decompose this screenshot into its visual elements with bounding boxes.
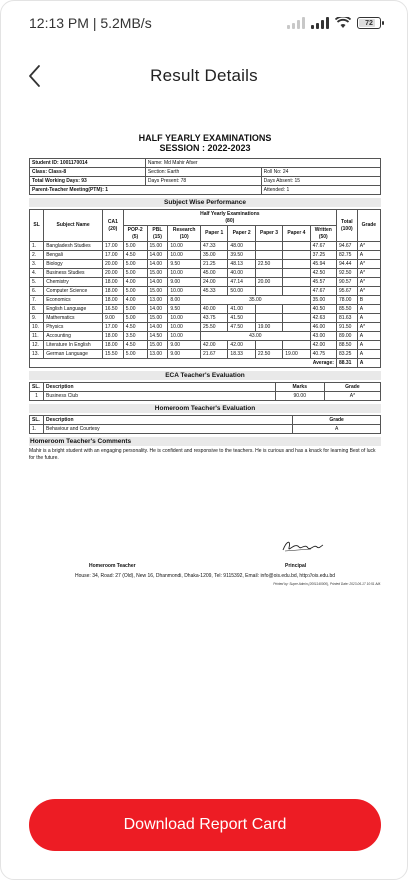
cell-pop2: 4.00 — [123, 278, 147, 287]
student-class: Class: Class-8 — [30, 168, 146, 177]
cell-paper4 — [283, 251, 310, 260]
cell-subject: Economics — [44, 296, 103, 305]
cell-paper1: 25.50 — [201, 323, 228, 332]
cell-paper2: 40.00 — [228, 269, 255, 278]
eca-grade: A* — [324, 392, 380, 401]
cell-pbl: 15.00 — [147, 287, 168, 296]
cell-pop2: 5.00 — [123, 269, 147, 278]
cell-paper4 — [283, 269, 310, 278]
table-row — [30, 260, 381, 269]
cell-paper3 — [255, 269, 282, 278]
hr-col-grade: Grade — [293, 416, 381, 425]
cell-paper1: 24.00 — [201, 278, 228, 287]
cell-subject: Business Studies — [44, 269, 103, 278]
cell-pbl: 15.00 — [147, 242, 168, 251]
cell-grade: B — [357, 296, 380, 305]
cell-pbl: 14.00 — [147, 323, 168, 332]
cell-written: 43.00 — [310, 332, 336, 341]
cell-subject: Bengali — [44, 251, 103, 260]
cell-paper1: 43.75 — [201, 314, 228, 323]
cell-total: 94.44 — [336, 260, 357, 269]
cell-sl: 7. — [30, 296, 44, 305]
days-absent: Days Absent: 15 — [261, 177, 380, 186]
cell-paper4 — [283, 314, 310, 323]
principal-label: Principal — [285, 563, 307, 569]
cell-pbl: 14.00 — [147, 278, 168, 287]
student-info-table — [29, 158, 381, 195]
ptm-count: Parent-Teacher Meeting(PTM): 1 — [30, 186, 262, 195]
table-row — [30, 350, 381, 359]
cell-paper3 — [255, 305, 282, 314]
table-row — [30, 296, 381, 305]
cell-sl: 10. — [30, 323, 44, 332]
col-sl: SL — [30, 210, 44, 242]
cell-sl: 11. — [30, 332, 44, 341]
cell-total: 81.63 — [336, 314, 357, 323]
cell-grade: A* — [357, 260, 380, 269]
table-row — [30, 242, 381, 251]
cell-total: 95.67 — [336, 287, 357, 296]
cell-sl: 2. — [30, 251, 44, 260]
cell-pop2: 4.50 — [123, 251, 147, 260]
school-address: House: 34, Road: 27 (Old), New 16, Dhanmondi, Dhaka-1209, Tel: 9115392, Email: info@ois.edu.bd, http://ois.edu.bd — [74, 573, 336, 579]
teacher-comments: Mahir is a bright student with an engaging personality. He is confident and responsive to the teachers. He is curious and has a knack for learning Best of luck for the future. — [29, 448, 376, 461]
cell-pbl: 15.00 — [147, 314, 168, 323]
cell-pbl: 14.00 — [147, 251, 168, 260]
table-row — [30, 269, 381, 278]
days-present: Days Present: 78 — [145, 177, 261, 186]
table-row — [30, 392, 381, 401]
cell-ca1: 20.00 — [102, 269, 123, 278]
average-value: 88.31 — [336, 359, 357, 368]
col-pbl: PBL (15) — [147, 226, 168, 242]
table-row — [30, 278, 381, 287]
cell-ca1: 18.00 — [102, 296, 123, 305]
exam-title: HALF YEARLY EXAMINATIONS — [138, 133, 272, 143]
status-icons — [287, 17, 381, 29]
cell-paper2: 41.50 — [228, 314, 255, 323]
cell-paper3: 22.50 — [255, 350, 282, 359]
cell-grade: A* — [357, 323, 380, 332]
eca-sl: 1 — [30, 392, 44, 401]
cell-total: 91.50 — [336, 323, 357, 332]
cell-grade: A* — [357, 278, 380, 287]
cell-total: 78.00 — [336, 296, 357, 305]
cell-written: 42.50 — [310, 269, 336, 278]
table-row — [30, 341, 381, 350]
cell-written: 46.00 — [310, 323, 336, 332]
cell-sl: 3. — [30, 260, 44, 269]
cell-research: 10.00 — [168, 269, 201, 278]
cell-grade: A — [357, 341, 380, 350]
cell-pop2: 4.00 — [123, 296, 147, 305]
cell-pop2: 5.00 — [123, 305, 147, 314]
col-grade: Grade — [357, 210, 380, 242]
cell-subject: Biology — [44, 260, 103, 269]
ptm-attended: Attended: 1 — [261, 186, 380, 195]
cell-paper3: 19.00 — [255, 323, 282, 332]
col-written: Written (50) — [310, 226, 336, 242]
student-name: Name: Md Mahir Afser — [145, 159, 380, 168]
printed-info: Printed by: Super Admin (2001140000), Printed Date: 2023-06-17 10:51 AM. — [273, 582, 381, 586]
cell-total: 82.75 — [336, 251, 357, 260]
cell-pbl: 14.50 — [147, 332, 168, 341]
cell-paper2: 39.50 — [228, 251, 255, 260]
cell-paper3: 22.50 — [255, 260, 282, 269]
hr-sl: 1. — [30, 425, 44, 434]
hr-col-sl: SL. — [30, 416, 44, 425]
cell-sl: 1. — [30, 242, 44, 251]
status-bar — [1, 1, 407, 45]
homeroom-teacher-label: Homeroom Teacher — [89, 563, 136, 569]
cell-paper2: 18.33 — [228, 350, 255, 359]
status-time: 12:13 PM | 5.2MB/s — [29, 15, 152, 31]
cell-subject: Literature In English — [44, 341, 103, 350]
cell-sl: 5. — [30, 278, 44, 287]
cell-pop2: 5.00 — [123, 350, 147, 359]
cell-written: 40.50 — [310, 305, 336, 314]
wifi-icon — [335, 17, 351, 29]
cell-paper3 — [255, 242, 282, 251]
subject-performance-heading: Subject Wise Performance — [29, 198, 381, 207]
cell-paper2: 47.14 — [228, 278, 255, 287]
cell-paper4 — [283, 260, 310, 269]
cell-subject: Chemistry — [44, 278, 103, 287]
cell-ca1: 17.00 — [102, 251, 123, 260]
cell-paper1: 21.25 — [201, 260, 228, 269]
cell-ca1: 9.00 — [102, 314, 123, 323]
cell-research: 9.50 — [168, 305, 201, 314]
cell-written: 37.25 — [310, 251, 336, 260]
cell-pop2: 5.00 — [123, 260, 147, 269]
col-ca1: CA1 (20) — [102, 210, 123, 242]
col-half-yearly: Half Yearly Examinations (80) — [123, 210, 336, 226]
cell-sl: 8. — [30, 305, 44, 314]
cell-paper3: 20.00 — [255, 278, 282, 287]
cell-paper1: 35.00 — [201, 251, 228, 260]
cell-written: 40.75 — [310, 350, 336, 359]
cell-total: 90.57 — [336, 278, 357, 287]
cell-paper1: 35.00 — [201, 296, 311, 305]
cell-ca1: 18.00 — [102, 332, 123, 341]
cell-paper1: 43.00 — [201, 332, 311, 341]
table-row — [30, 305, 381, 314]
cell-subject: English Language — [44, 305, 103, 314]
eca-col-desc: Description — [44, 383, 276, 392]
cell-research: 9.50 — [168, 260, 201, 269]
eca-desc: Business Club — [44, 392, 276, 401]
table-row — [30, 332, 381, 341]
cell-ca1: 18.00 — [102, 287, 123, 296]
col-paper1: Paper 1 — [201, 226, 228, 242]
table-row — [30, 314, 381, 323]
cell-paper1: 45.00 — [201, 269, 228, 278]
cell-paper4 — [283, 305, 310, 314]
cell-paper4 — [283, 278, 310, 287]
cell-paper4 — [283, 341, 310, 350]
cell-pbl: 15.00 — [147, 269, 168, 278]
cell-pbl: 14.00 — [147, 305, 168, 314]
cell-paper4 — [283, 242, 310, 251]
cell-total: 94.67 — [336, 242, 357, 251]
back-arrow-icon[interactable] — [25, 63, 49, 89]
col-paper4: Paper 4 — [283, 226, 310, 242]
cell-ca1: 15.50 — [102, 350, 123, 359]
cell-grade: A — [357, 251, 380, 260]
hr-desc: Behaviour and Courtesy — [44, 425, 293, 434]
cell-written: 42.00 — [310, 341, 336, 350]
cell-sl: 13. — [30, 350, 44, 359]
cell-written: 42.63 — [310, 314, 336, 323]
col-research: Research (10) — [168, 226, 201, 242]
cell-subject: German Language — [44, 350, 103, 359]
cell-paper2: 41.00 — [228, 305, 255, 314]
cell-research: 10.00 — [168, 314, 201, 323]
cell-pop2: 3.50 — [123, 332, 147, 341]
cell-subject: Accounting — [44, 332, 103, 341]
homeroom-table — [29, 415, 381, 434]
exam-session: SESSION : 2022-2023 — [159, 143, 251, 153]
average-label: Average: — [30, 359, 337, 368]
cell-pbl: 13.00 — [147, 296, 168, 305]
cell-paper1: 45.33 — [201, 287, 228, 296]
col-paper2: Paper 2 — [228, 226, 255, 242]
page-title: Result Details — [150, 66, 258, 85]
cell-subject: Computer Science — [44, 287, 103, 296]
cell-paper1: 21.67 — [201, 350, 228, 359]
cell-paper3 — [255, 341, 282, 350]
cell-research: 8.00 — [168, 296, 201, 305]
cell-grade: A — [357, 332, 380, 341]
table-row — [30, 425, 381, 434]
cell-paper2: 48.13 — [228, 260, 255, 269]
eca-col-sl: SL. — [30, 383, 44, 392]
cell-ca1: 17.00 — [102, 323, 123, 332]
cell-paper3 — [255, 287, 282, 296]
eca-col-marks: Marks — [275, 383, 324, 392]
cell-paper2: 50.00 — [228, 287, 255, 296]
cell-paper1: 47.33 — [201, 242, 228, 251]
battery-icon — [357, 17, 381, 29]
report-card-preview — [29, 133, 381, 586]
hr-grade: A — [293, 425, 381, 434]
marks-body — [30, 242, 381, 359]
cell-pop2: 4.50 — [123, 341, 147, 350]
eca-marks: 90.00 — [275, 392, 324, 401]
cell-ca1: 20.00 — [102, 260, 123, 269]
cell-paper1: 40.00 — [201, 305, 228, 314]
cell-pbl: 15.00 — [147, 341, 168, 350]
cell-pbl: 14.00 — [147, 260, 168, 269]
cell-total: 83.25 — [336, 350, 357, 359]
cell-grade: A — [357, 350, 380, 359]
cell-pop2: 5.00 — [123, 242, 147, 251]
cell-research: 10.00 — [168, 287, 201, 296]
cell-research: 9.00 — [168, 350, 201, 359]
cell-written: 45.94 — [310, 260, 336, 269]
cell-ca1: 17.00 — [102, 242, 123, 251]
cell-grade: A — [357, 305, 380, 314]
cell-paper2: 48.00 — [228, 242, 255, 251]
cell-ca1: 16.50 — [102, 305, 123, 314]
cell-ca1: 18.00 — [102, 341, 123, 350]
comments-heading: Homeroom Teacher's Comments — [29, 437, 381, 446]
col-subject: Subject Name — [44, 210, 103, 242]
cell-ca1: 18.00 — [102, 278, 123, 287]
student-id: Student ID: 1001170014 — [30, 159, 146, 168]
cell-total: 89.00 — [336, 332, 357, 341]
cell-subject: Physics — [44, 323, 103, 332]
cell-paper3 — [255, 251, 282, 260]
page-header — [1, 59, 407, 93]
col-paper3: Paper 3 — [255, 226, 282, 242]
average-grade: A — [357, 359, 380, 368]
cell-paper1: 42.00 — [201, 341, 228, 350]
marks-table — [29, 209, 381, 368]
cell-sl: 6. — [30, 287, 44, 296]
cell-written: 35.00 — [310, 296, 336, 305]
working-days: Total Working Days: 93 — [30, 177, 146, 186]
download-report-card-button[interactable]: Download Report Card — [29, 799, 381, 851]
cell-sl: 12. — [30, 341, 44, 350]
eca-heading: ECA Teacher's Evaluation — [29, 371, 381, 380]
cell-grade: A — [357, 314, 380, 323]
signature-area — [29, 462, 381, 586]
homeroom-heading: Homeroom Teacher's Evaluation — [29, 404, 381, 413]
cell-written: 47.67 — [310, 242, 336, 251]
cell-paper4 — [283, 287, 310, 296]
cell-total: 88.50 — [336, 341, 357, 350]
cell-research: 10.00 — [168, 251, 201, 260]
cell-written: 47.67 — [310, 287, 336, 296]
signal-icon-sim1 — [287, 17, 305, 29]
eca-table — [29, 382, 381, 401]
eca-col-grade: Grade — [324, 383, 380, 392]
cell-pop2: 5.00 — [123, 314, 147, 323]
cell-paper2: 47.50 — [228, 323, 255, 332]
cell-total: 92.50 — [336, 269, 357, 278]
cell-paper4 — [283, 323, 310, 332]
signal-icon-sim2 — [311, 17, 329, 29]
table-row — [30, 251, 381, 260]
cell-pop2: 4.50 — [123, 323, 147, 332]
cell-sl: 9. — [30, 314, 44, 323]
cell-research: 10.00 — [168, 332, 201, 341]
cell-grade: A* — [357, 269, 380, 278]
battery-level: 72 — [365, 19, 373, 27]
table-row — [30, 287, 381, 296]
cell-pop2: 5.00 — [123, 287, 147, 296]
cell-paper2: 42.00 — [228, 341, 255, 350]
cell-research: 9.00 — [168, 341, 201, 350]
cell-subject: Mathematics — [44, 314, 103, 323]
cell-grade: A* — [357, 242, 380, 251]
hr-col-desc: Description — [44, 416, 293, 425]
cell-sl: 4. — [30, 269, 44, 278]
col-pop2: POP-2 (5) — [123, 226, 147, 242]
table-row — [30, 323, 381, 332]
cell-paper3 — [255, 314, 282, 323]
cell-grade: A* — [357, 287, 380, 296]
cell-paper4: 19.00 — [283, 350, 310, 359]
cell-total: 85.50 — [336, 305, 357, 314]
cell-written: 45.57 — [310, 278, 336, 287]
student-section: Section: Earth — [145, 168, 261, 177]
cell-pbl: 13.00 — [147, 350, 168, 359]
student-roll: Roll No: 24 — [261, 168, 380, 177]
principal-signature-icon — [281, 538, 325, 554]
cell-subject: Bangladesh Studies — [44, 242, 103, 251]
col-total: Total (100) — [336, 210, 357, 242]
cell-research: 10.00 — [168, 323, 201, 332]
cell-research: 9.00 — [168, 278, 201, 287]
cell-research: 10.00 — [168, 242, 201, 251]
